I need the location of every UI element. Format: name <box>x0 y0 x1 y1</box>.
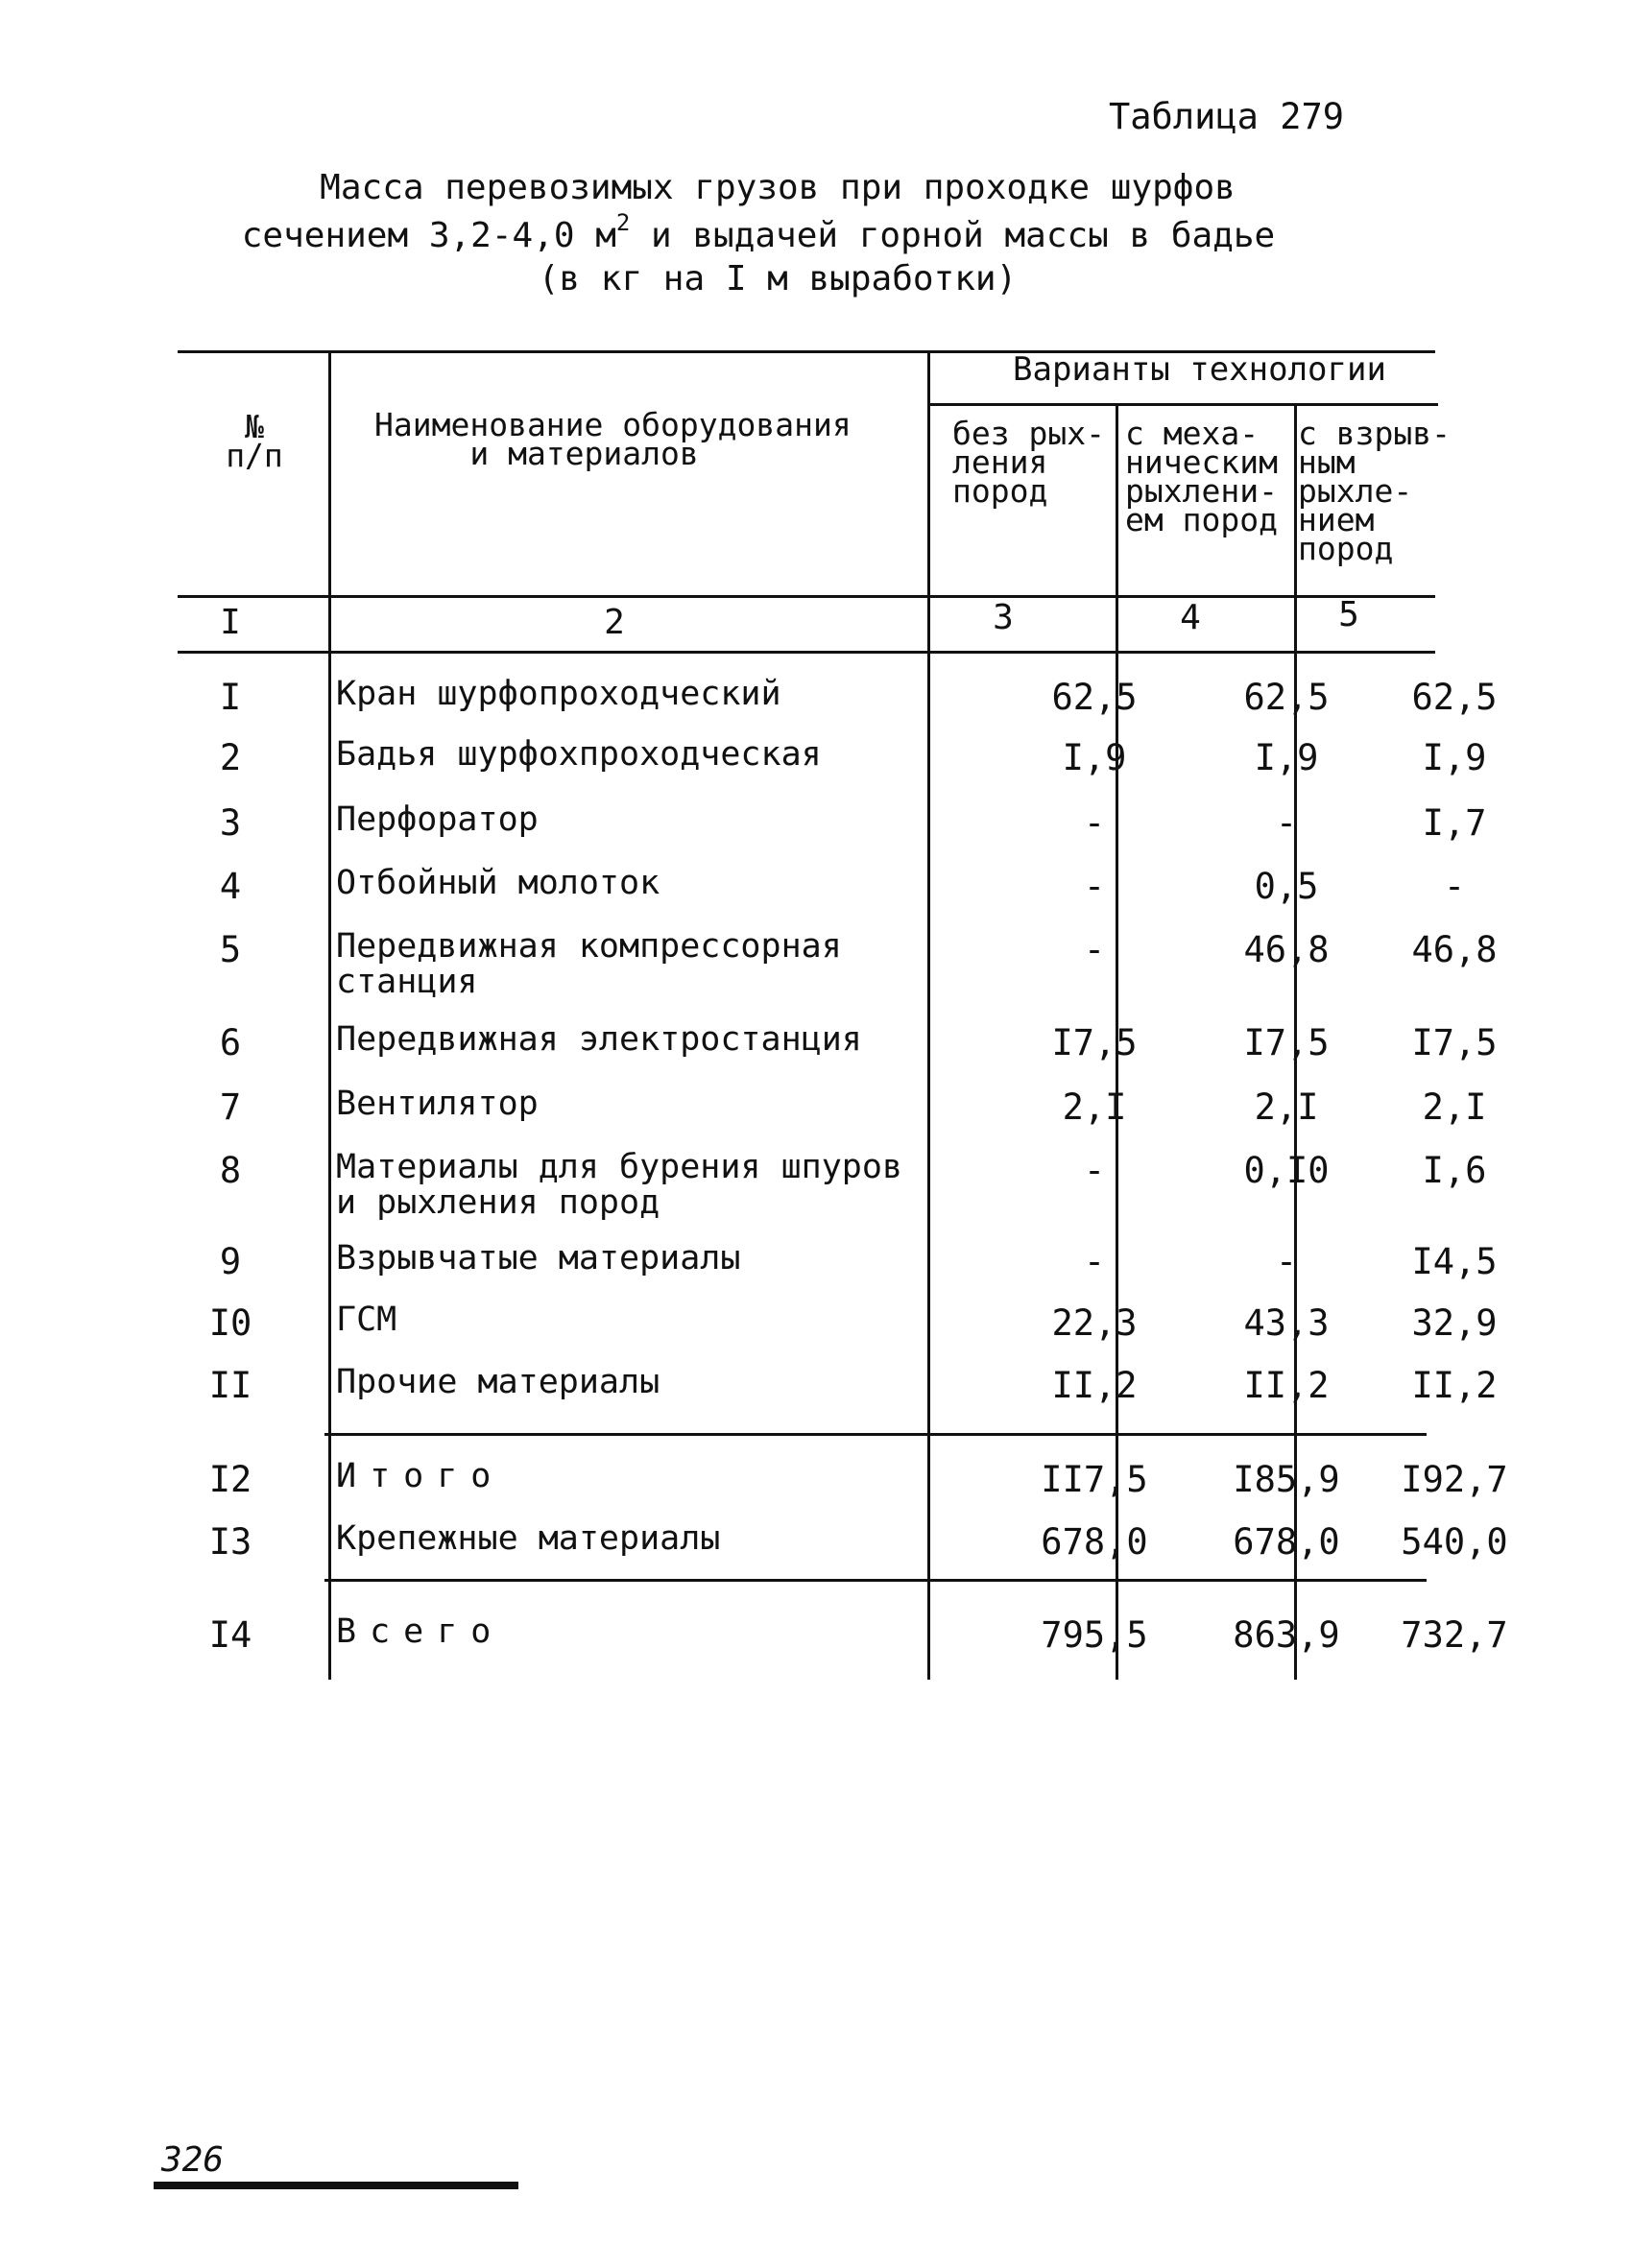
row-number: I3 <box>208 1521 252 1563</box>
total-rule <box>324 1579 1427 1582</box>
value-col-3: II7,5 <box>1041 1459 1148 1500</box>
value-col-4: I7,5 <box>1243 1022 1330 1063</box>
table-row <box>173 864 1466 923</box>
column-number-3: 3 <box>993 598 1014 637</box>
row-number: II <box>208 1365 252 1406</box>
value-col-4: - <box>1275 1241 1298 1282</box>
value-col-5: I,6 <box>1422 1150 1487 1191</box>
value-col-4: 2,I <box>1254 1086 1319 1128</box>
value-col-3: II,2 <box>1051 1365 1138 1406</box>
value-col-4: 0,I0 <box>1243 1150 1330 1191</box>
value-col-3: - <box>1083 866 1106 907</box>
row-name: ГСМ <box>336 1301 397 1339</box>
table-row <box>173 1085 1487 1144</box>
table-title-line-1: Масса перевозимых грузов при проходке шурфов <box>320 168 1236 207</box>
table-row <box>173 927 1498 1001</box>
row-name: Перфоратор <box>336 800 539 839</box>
value-col-4: 46,8 <box>1243 929 1330 970</box>
value-col-3: - <box>1083 1241 1106 1282</box>
row-number: 8 <box>219 1150 242 1191</box>
row-number: 3 <box>219 802 242 844</box>
value-col-4: I,9 <box>1254 737 1319 778</box>
value-col-3: I7,5 <box>1051 1022 1138 1063</box>
group-header-rule <box>929 403 1438 406</box>
value-col-5: 62,5 <box>1411 677 1498 718</box>
row-name: Вентилятор <box>336 1085 539 1123</box>
row-number: 5 <box>219 929 242 970</box>
page-number: 326 <box>161 2140 225 2180</box>
value-col-5: II,2 <box>1411 1365 1498 1406</box>
value-col-5: I92,7 <box>1401 1459 1508 1500</box>
value-col-5: - <box>1443 866 1466 907</box>
row-name: Передвижная компрессорная станция <box>336 927 842 1001</box>
row-name: Всего <box>336 1612 505 1651</box>
column-number-2: 2 <box>604 603 625 642</box>
value-col-4: 43,3 <box>1243 1302 1330 1344</box>
value-col-4: 863,9 <box>1233 1614 1340 1656</box>
table-row <box>173 800 1487 860</box>
value-col-3: 678,0 <box>1041 1521 1148 1563</box>
value-col-3: 62,5 <box>1051 677 1138 718</box>
title-superscript: 2 <box>615 209 631 236</box>
value-col-3: 22,3 <box>1051 1302 1138 1344</box>
value-col-5: 46,8 <box>1411 929 1498 970</box>
table-row <box>173 1363 1498 1422</box>
row-name: Итого <box>336 1457 505 1495</box>
subtotal-rule <box>324 1433 1427 1436</box>
value-col-4: 62,5 <box>1243 677 1330 718</box>
value-col-5: I,9 <box>1422 737 1487 778</box>
value-col-3: - <box>1083 802 1106 844</box>
value-col-3: - <box>1083 1150 1106 1191</box>
header-col-3: без рых- ления пород <box>952 415 1105 510</box>
column-numbers-rule <box>178 651 1435 654</box>
table-row <box>173 1301 1498 1360</box>
table-title-line-3: (в кг на I м выработки) <box>538 259 1018 298</box>
row-name: Бадья шурфохпроходческая <box>336 735 822 774</box>
table-row <box>173 735 1487 795</box>
table-row <box>173 675 1498 734</box>
table-title-line-2 <box>221 209 1296 255</box>
value-col-4: II,2 <box>1243 1365 1330 1406</box>
table-row-total <box>173 1612 1508 1672</box>
value-col-4: 678,0 <box>1233 1521 1340 1563</box>
column-number-1: I <box>220 603 241 642</box>
row-number: 6 <box>219 1022 242 1063</box>
value-col-3: I,9 <box>1062 737 1127 778</box>
row-number: I4 <box>208 1614 252 1656</box>
value-col-4: I85,9 <box>1233 1459 1340 1500</box>
value-col-3: - <box>1083 929 1106 970</box>
row-number: I2 <box>208 1459 252 1500</box>
row-name: Прочие материалы <box>336 1363 660 1401</box>
header-col-5: с взрыв- ным рыхле- нием пород <box>1298 415 1451 567</box>
column-number-4: 4 <box>1180 598 1201 637</box>
value-col-3: 795,5 <box>1041 1614 1148 1656</box>
value-col-4: 0,5 <box>1254 866 1319 907</box>
row-number: I0 <box>208 1302 252 1344</box>
value-col-5: 540,0 <box>1401 1521 1508 1563</box>
table-number: Таблица 279 <box>1109 96 1345 137</box>
row-name: Кран шурфопроходческий <box>336 675 781 713</box>
header-num: № п/п <box>226 408 283 474</box>
table-row <box>173 1519 1508 1579</box>
value-col-5: I4,5 <box>1411 1241 1498 1282</box>
header-col-4: с меха- ническим рыхлени- ем пород <box>1125 415 1278 538</box>
value-col-5: I7,5 <box>1411 1022 1498 1063</box>
value-col-5: 732,7 <box>1401 1614 1508 1656</box>
table-row-subtotal <box>173 1457 1508 1516</box>
row-number: 9 <box>219 1241 242 1282</box>
title-line-2-prefix: сечением 3,2-4,0 м <box>241 216 616 255</box>
title-line-2-suffix: и выдачей горной массы в бадье <box>630 216 1276 255</box>
row-number: I <box>219 677 242 718</box>
value-col-5: 32,9 <box>1411 1302 1498 1344</box>
row-number: 2 <box>219 737 242 778</box>
row-name: Крепежные материалы <box>336 1519 721 1558</box>
row-name: Взрывчатые материалы <box>336 1239 741 1277</box>
row-number: 4 <box>219 866 242 907</box>
row-name: Отбойный молоток <box>336 864 660 902</box>
row-name: Передвижная электростанция <box>336 1020 862 1059</box>
header-variants-group: Варианты технологии <box>1013 350 1386 389</box>
value-col-3: 2,I <box>1062 1086 1127 1128</box>
header-name: Наименование оборудования и материалов <box>374 406 852 472</box>
value-col-5: I,7 <box>1422 802 1487 844</box>
table-row <box>173 1148 1487 1222</box>
column-number-5: 5 <box>1338 595 1359 634</box>
row-number: 7 <box>219 1086 242 1128</box>
footer-rule <box>154 2182 518 2189</box>
table-row <box>173 1239 1498 1299</box>
value-col-4: - <box>1275 802 1298 844</box>
value-col-5: 2,I <box>1422 1086 1487 1128</box>
table-row <box>173 1020 1498 1080</box>
row-name: Материалы для бурения шпуров и рыхления пород <box>336 1148 903 1222</box>
